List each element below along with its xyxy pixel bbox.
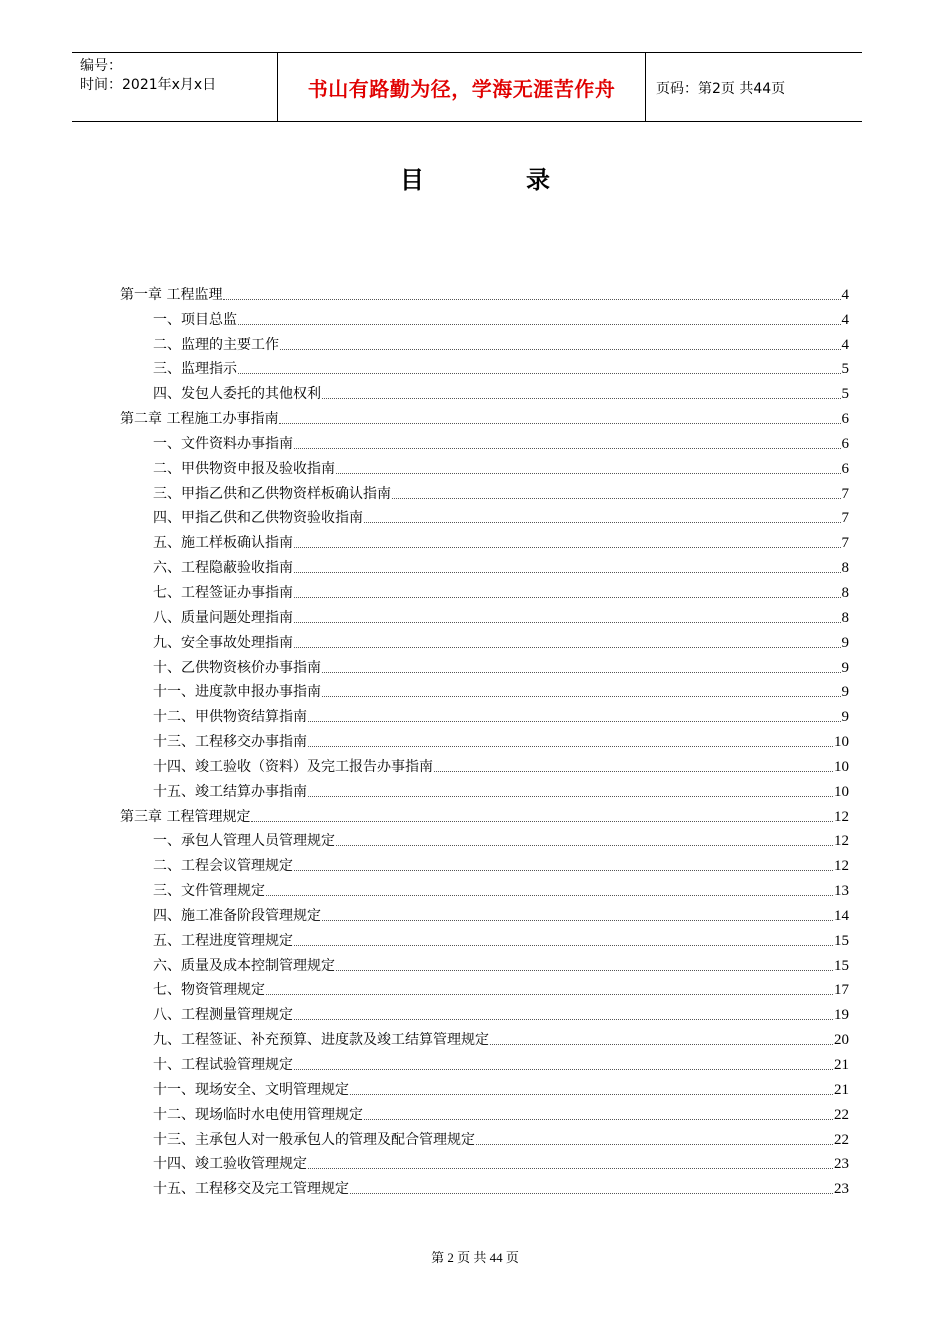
toc-entry-page: 8 (841, 609, 849, 626)
toc-section-entry[interactable] (120, 950, 849, 975)
toc-entry-title: 二、工程会议管理规定 (153, 858, 293, 875)
toc-entry-title: 九、安全事故处理指南 (153, 634, 293, 651)
toc-leader-dots (350, 1193, 833, 1194)
toc-leader-dots (322, 920, 833, 921)
toc-entry-page: 12 (834, 858, 849, 875)
toc-entry-title: 第三章 工程管理规定 (120, 808, 251, 825)
toc-section-entry[interactable] (120, 875, 849, 900)
toc-section-entry[interactable] (120, 1149, 849, 1174)
toc-entry-page: 7 (841, 535, 849, 552)
toc-entry-page: 15 (834, 957, 849, 974)
toc-leader-dots (294, 622, 841, 623)
toc-leader-dots (294, 1019, 833, 1020)
toc-entry-page: 9 (841, 634, 849, 651)
toc-entry-title: 十四、竣工验收管理规定 (153, 1156, 307, 1173)
toc-leader-dots (266, 994, 833, 995)
toc-section-entry[interactable] (120, 701, 849, 726)
toc-entry-title: 五、施工样板确认指南 (153, 535, 293, 552)
toc-entry-page: 4 (841, 336, 849, 353)
toc-entry-title: 七、物资管理规定 (153, 982, 265, 999)
toc-entry-page: 22 (834, 1106, 849, 1123)
header-left-cell (72, 53, 277, 121)
toc-leader-dots (294, 945, 833, 946)
toc-section-entry[interactable] (120, 378, 849, 403)
toc-entry-page: 9 (841, 709, 849, 726)
toc-chapter-entry[interactable] (120, 279, 849, 304)
toc-entry-title: 第一章 工程监理 (120, 286, 223, 303)
header-page-code: 页码：第2页 共44页 (656, 81, 786, 97)
toc-leader-dots (251, 821, 833, 822)
toc-entry-title: 八、质量问题处理指南 (153, 609, 293, 626)
toc-section-entry[interactable] (120, 577, 849, 602)
toc-entry-title: 十、乙供物资核价办事指南 (153, 659, 321, 676)
toc-section-entry[interactable] (120, 329, 849, 354)
toc-entry-page: 9 (841, 659, 849, 676)
toc-leader-dots (490, 1044, 833, 1045)
toc-section-entry[interactable] (120, 1049, 849, 1074)
toc-leader-dots (294, 870, 833, 871)
toc-leader-dots (294, 547, 841, 548)
toc-section-entry[interactable] (120, 999, 849, 1024)
toc-section-entry[interactable] (120, 627, 849, 652)
toc-section-entry[interactable] (120, 1124, 849, 1149)
toc-entry-page: 8 (841, 584, 849, 601)
toc-entry-page: 6 (841, 435, 849, 452)
toc-entry-page: 9 (841, 684, 849, 701)
toc-entry-page: 4 (841, 286, 849, 303)
toc-section-entry[interactable] (120, 850, 849, 875)
toc-leader-dots (364, 1119, 833, 1120)
toc-leader-dots (308, 796, 833, 797)
toc-entry-page: 21 (834, 1081, 849, 1098)
toc-section-entry[interactable] (120, 925, 849, 950)
toc-leader-dots (322, 672, 841, 673)
toc-entry-title: 十、工程试验管理规定 (153, 1057, 293, 1073)
toc-leader-dots (322, 696, 841, 697)
title-char-2: 录 (526, 166, 550, 194)
toc-entry-title: 七、工程签证办事指南 (153, 584, 293, 601)
toc-entry-title: 三、监理指示 (153, 361, 237, 378)
toc-leader-dots (294, 1069, 833, 1070)
toc-section-entry[interactable] (120, 478, 849, 503)
toc-entry-title: 五、工程进度管理规定 (153, 932, 293, 949)
toc-section-entry[interactable] (120, 552, 849, 577)
toc-entry-page: 8 (841, 560, 849, 577)
toc-section-entry[interactable] (120, 776, 849, 801)
toc-leader-dots (279, 423, 840, 424)
toc-entry-title: 十一、进度款申报办事指南 (153, 684, 321, 701)
toc-entry-page: 21 (834, 1057, 849, 1073)
toc-section-entry[interactable] (120, 826, 849, 851)
toc-entry-title: 十五、竣工结算办事指南 (153, 783, 307, 800)
toc-entry-page: 14 (834, 907, 849, 924)
page-title (0, 160, 950, 195)
toc-entry-page: 5 (841, 386, 849, 403)
toc-leader-dots (294, 647, 841, 648)
title-char-1: 目 (400, 166, 424, 194)
toc-entry-title: 二、甲供物资申报及验收指南 (153, 460, 335, 477)
toc-entry-page: 15 (834, 932, 849, 949)
toc-leader-dots (294, 597, 841, 598)
document-time-label: 时间：2021年x月x日 (80, 77, 217, 93)
toc-entry-title: 十四、竣工验收（资料）及完工报告办事指南 (153, 758, 433, 775)
page-header (72, 52, 862, 122)
toc-section-entry[interactable] (120, 453, 849, 478)
toc-entry-page: 4 (841, 311, 849, 328)
toc-entry-page: 20 (834, 1032, 849, 1049)
toc-entry-title: 六、质量及成本控制管理规定 (153, 957, 335, 974)
toc-section-entry[interactable] (120, 975, 849, 1000)
toc-entry-page: 10 (834, 734, 849, 751)
toc-leader-dots (294, 572, 841, 573)
toc-entry-title: 四、发包人委托的其他权利 (153, 386, 321, 403)
header-motto: 书山有路勤为径，学海无涯苦作舟 (277, 53, 646, 121)
toc-entry-page: 19 (834, 1007, 849, 1024)
toc-entry-title: 第二章 工程施工办事指南 (120, 411, 279, 428)
toc-section-entry[interactable] (120, 726, 849, 751)
toc-entry-title: 十五、工程移交及完工管理规定 (153, 1181, 349, 1198)
toc-entry-title: 一、承包人管理人员管理规定 (153, 833, 335, 850)
toc-section-entry[interactable] (120, 428, 849, 453)
toc-section-entry[interactable] (120, 900, 849, 925)
toc-leader-dots (280, 349, 841, 350)
toc-section-entry[interactable] (120, 1173, 849, 1198)
toc-leader-dots (294, 448, 841, 449)
toc-leader-dots (322, 398, 841, 399)
toc-leader-dots (336, 473, 841, 474)
toc-section-entry[interactable] (120, 1074, 849, 1099)
toc-entry-title: 十二、现场临时水电使用管理规定 (153, 1106, 363, 1123)
toc-entry-title: 十三、主承包人对一般承包人的管理及配合管理规定 (153, 1131, 475, 1148)
toc-leader-dots (308, 1168, 833, 1169)
toc-entry-title: 九、工程签证、补充预算、进度款及竣工结算管理规定 (153, 1032, 489, 1049)
toc-entry-page: 12 (834, 833, 849, 850)
toc-entry-title: 三、文件管理规定 (153, 883, 265, 900)
toc-entry-page: 22 (834, 1131, 849, 1148)
toc-entry-title: 二、监理的主要工作 (153, 336, 279, 353)
toc-entry-title: 四、施工准备阶段管理规定 (153, 907, 321, 924)
toc-section-entry[interactable] (120, 503, 849, 528)
table-of-contents (120, 279, 849, 1198)
toc-entry-page: 13 (834, 883, 849, 900)
toc-entry-page: 23 (834, 1156, 849, 1173)
toc-leader-dots (336, 970, 833, 971)
toc-leader-dots (336, 845, 833, 846)
toc-entry-title: 四、甲指乙供和乙供物资验收指南 (153, 510, 363, 527)
toc-section-entry[interactable] (120, 354, 849, 379)
toc-entry-page: 12 (834, 808, 849, 825)
toc-entry-title: 十三、工程移交办事指南 (153, 734, 307, 751)
page-footer: 第 2 页 共 44 页 (431, 1250, 519, 1265)
toc-leader-dots (364, 522, 841, 523)
toc-section-entry[interactable] (120, 751, 849, 776)
toc-entry-title: 一、文件资料办事指南 (153, 435, 293, 452)
toc-entry-page: 5 (841, 361, 849, 378)
toc-chapter-entry[interactable] (120, 801, 849, 826)
toc-entry-title: 十一、现场安全、文明管理规定 (153, 1081, 349, 1098)
toc-entry-page: 10 (834, 783, 849, 800)
toc-leader-dots (308, 721, 841, 722)
toc-section-entry[interactable] (120, 527, 849, 552)
toc-entry-title: 一、项目总监 (153, 311, 237, 328)
toc-section-entry[interactable] (120, 652, 849, 677)
toc-leader-dots (476, 1144, 833, 1145)
toc-section-entry[interactable] (120, 677, 849, 702)
toc-entry-page: 7 (841, 485, 849, 502)
toc-section-entry[interactable] (120, 1099, 849, 1124)
toc-entry-title: 八、工程测量管理规定 (153, 1007, 293, 1024)
toc-entry-title: 三、甲指乙供和乙供物资样板确认指南 (153, 485, 391, 502)
toc-leader-dots (392, 498, 841, 499)
toc-leader-dots (238, 324, 841, 325)
toc-section-entry[interactable] (120, 602, 849, 627)
toc-entry-page: 10 (834, 758, 849, 775)
toc-section-entry[interactable] (120, 1024, 849, 1049)
toc-leader-dots (266, 895, 833, 896)
toc-section-entry[interactable] (120, 304, 849, 329)
toc-entry-page: 6 (841, 411, 849, 428)
toc-entry-page: 17 (834, 982, 849, 999)
toc-leader-dots (350, 1094, 833, 1095)
toc-entry-page: 6 (841, 460, 849, 477)
toc-leader-dots (308, 746, 833, 747)
toc-entry-title: 十二、甲供物资结算指南 (153, 709, 307, 726)
toc-chapter-entry[interactable] (120, 403, 849, 428)
document-number-label: 编号： (80, 58, 122, 74)
toc-leader-dots (223, 299, 840, 300)
toc-leader-dots (434, 771, 833, 772)
toc-entry-page: 7 (841, 510, 849, 527)
toc-entry-title: 六、工程隐蔽验收指南 (153, 560, 293, 577)
toc-entry-page: 23 (834, 1181, 849, 1198)
toc-leader-dots (238, 373, 841, 374)
